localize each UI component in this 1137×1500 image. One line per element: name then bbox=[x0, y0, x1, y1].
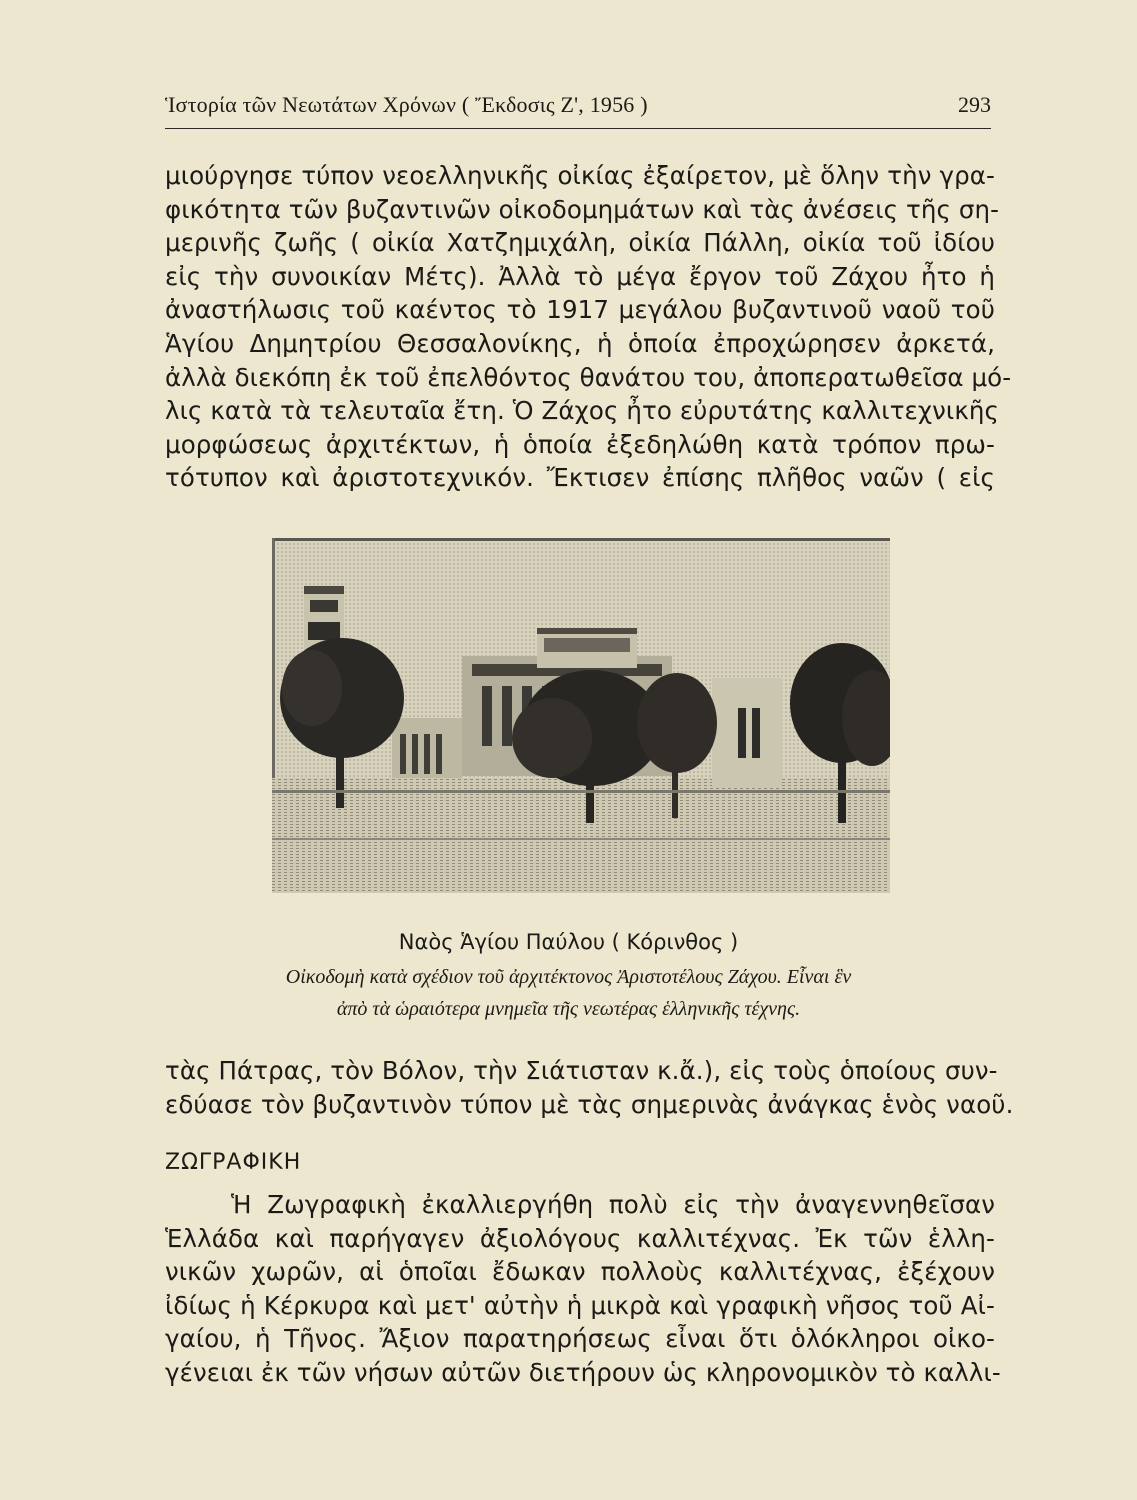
paragraph-painting bbox=[165, 1188, 1001, 1390]
text-line: εδύασε τὸν βυζαντινὸν τύπον μὲ τὰς σημερινὰς ἀνάγκας ἑνὸς ναοῦ. bbox=[165, 1089, 1014, 1119]
text-line: τότυπον καὶ ἀριστοτεχνικόν. Ἔκτισεν ἐπίσης πλῆθος ναῶν ( εἰς bbox=[165, 463, 995, 493]
text-line: ἀναστήλωσις τοῦ καέντος τὸ 1917 μεγάλου βυζαντινοῦ ναοῦ τοῦ bbox=[165, 295, 995, 325]
church-photo-illustration bbox=[272, 538, 890, 893]
section-heading: ΖΩΓΡΑΦΙΚΗ bbox=[165, 1150, 302, 1175]
page-number: 293 bbox=[958, 92, 991, 117]
text-line: ἰδίως ἡ Κέρκυρα καὶ μετ' αὐτὴν ἡ μικρὰ καὶ γραφικὴ νῆσος τοῦ Αἰ- bbox=[165, 1290, 995, 1320]
text-line: Ἡ Ζωγραφικὴ ἐκαλλιεργήθη πολὺ εἰς τὴν ἀναγεννηθεῖσαν bbox=[231, 1190, 995, 1219]
running-header bbox=[165, 92, 991, 129]
text-line: φικότητα τῶν βυζαντινῶν οἰκοδομημάτων καὶ τὰς ἀνέσεις τῆς ση- bbox=[165, 194, 1000, 224]
church-photograph bbox=[272, 538, 890, 893]
text-line: γαίου, ἡ Τῆνος. Ἄξιον παρατηρήσεως εἶναι ὅτι ὁλόκληροι οἰκο- bbox=[165, 1324, 995, 1354]
text-line: Ἑλλάδα καὶ παρήγαγεν ἀξιολόγους καλλιτέχνας. Ἐκ τῶν ἑλλη- bbox=[165, 1223, 995, 1253]
figure-caption-line: Οἰκοδομὴ κατὰ σχέδιον τοῦ ἀρχιτέκτονος Ἀριστοτέλους Ζάχου. Εἶναι ἓν bbox=[285, 966, 852, 988]
text-line: νικῶν χωρῶν, αἱ ὁποῖαι ἔδωκαν πολλοὺς καλλιτέχνας, ἐξέχουν bbox=[165, 1257, 995, 1287]
header-title: Ἱστορία τῶν Νεωτάτων Χρόνων ( Ἔκδοσις Ζ', 1956 ) bbox=[165, 92, 648, 117]
figure-caption-line: ἀπὸ τὰ ὡραιότερα μνημεῖα τῆς νεωτέρας ἑλληνικῆς τέχνης. bbox=[336, 998, 801, 1020]
text-line: λις κατὰ τὰ τελευταῖα ἔτη. Ὁ Ζάχος ἦτο εὐρυτάτης καλλιτεχνικῆς bbox=[165, 396, 999, 426]
text-line: μορφώσεως ἀρχιτέκτων, ἡ ὁποία ἐξεδηλώθη κατὰ τρόπον πρω- bbox=[165, 429, 995, 459]
paragraph-churches bbox=[165, 1054, 1014, 1121]
text-line: μιούργησε τύπον νεοελληνικῆς οἰκίας ἐξαίρετον, μὲ ὅλην τὴν γρα- bbox=[165, 161, 995, 190]
text-line: τὰς Πάτρας, τὸν Βόλον, τὴν Σιάτισταν κ.ἄ.), εἰς τοὺς ὁποίους συν- bbox=[165, 1056, 998, 1085]
text-line: μερινῆς ζωῆς ( οἰκία Χατζημιχάλη, οἰκία Πάλλη, οἰκία τοῦ ἰδίου bbox=[165, 228, 995, 258]
text-line: ἀλλὰ διεκόπη ἐκ τοῦ ἐπελθόντος θανάτου του, ἀποπερατωθεῖσα μό- bbox=[165, 362, 1012, 392]
text-line: Ἁγίου Δημητρίου Θεσσαλονίκης, ἡ ὁποία ἐπροχώρησεν ἀρκετά, bbox=[165, 328, 995, 358]
paragraph-architecture bbox=[165, 159, 1012, 495]
figure-caption-title: Ναὸς Ἁγίου Παύλου ( Κόρινθος ) bbox=[398, 930, 739, 954]
text-line: εἰς τὴν συνοικίαν Μέτς). Ἀλλὰ τὸ μέγα ἔργον τοῦ Ζάχου ἦτο ἡ bbox=[165, 261, 995, 291]
text-line: γένειαι ἐκ τῶν νήσων αὐτῶν διετήρουν ὡς κληρονομικὸν τὸ καλλι- bbox=[165, 1357, 1001, 1387]
